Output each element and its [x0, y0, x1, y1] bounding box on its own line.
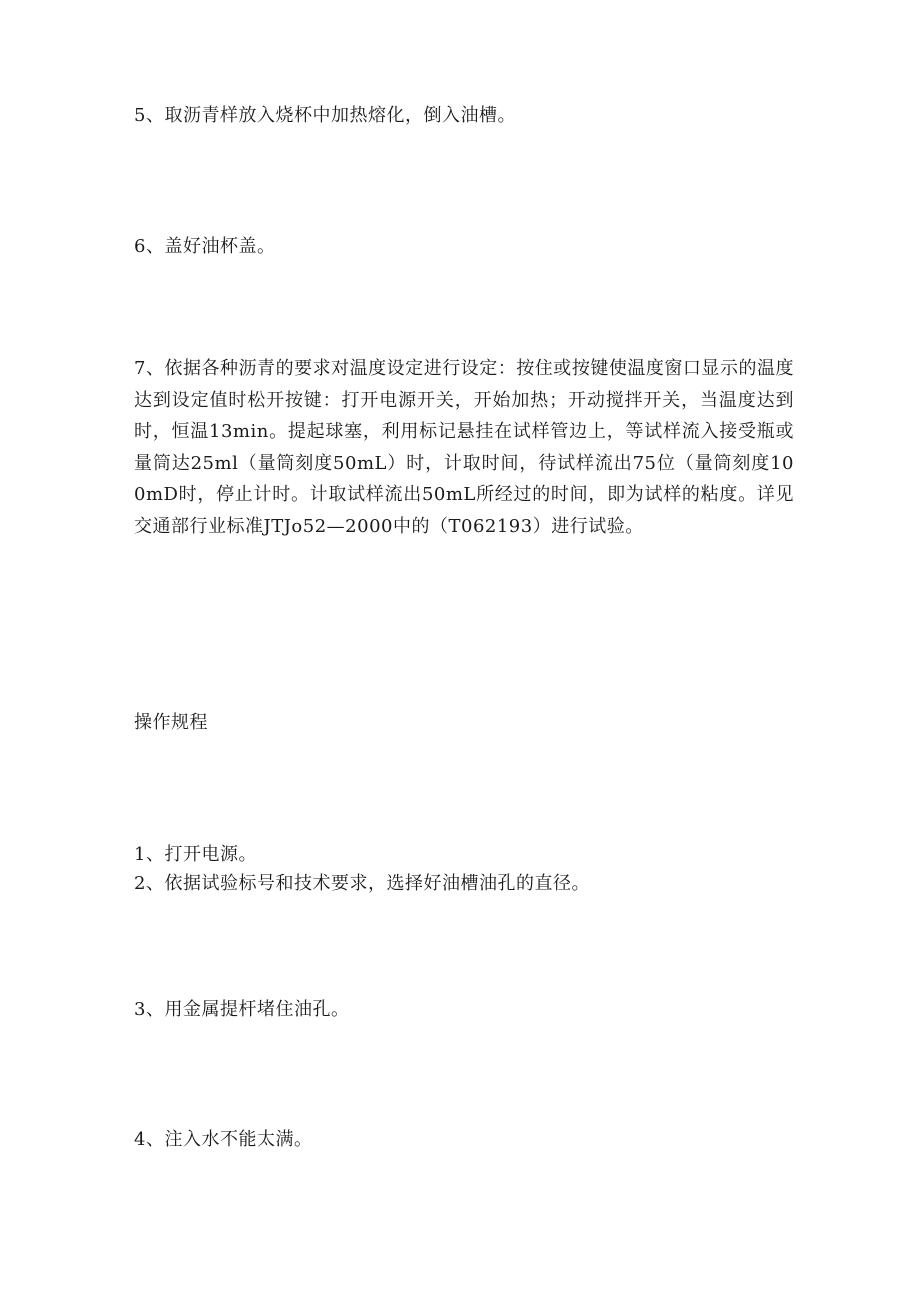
paragraph-step-7: 7、依据各种沥青的要求对温度设定进行设定：按住或按键使温度窗口显示的温度达到设定值时松开按键：打开电源开关，开始加热；开动搅拌开关，当温度达到时，恒温13min。提起球塞，利用标记悬挂在试样管边上，等试样流入接受瓶或量筒达25ml（量筒刻度50mL）时，计取时间，待试样流出75位（量筒刻度100mD时，停止计时。计取试样流出50mL所经过的时间，即为试样的粘度。详见交通部行业标准JTJo52—2000中的（T062193）进行试验。 — [134, 358, 794, 537]
procedure-step-4: 4、注入水不能太满。 — [134, 1129, 313, 1150]
section-heading: 操作规程 — [134, 712, 208, 733]
procedure-step-2: 2、依据试验标号和技术要求，选择好油槽油孔的直径。 — [134, 873, 590, 894]
paragraph-step-6: 6、盖好油杯盖。 — [134, 236, 276, 257]
paragraph-step-5: 5、取沥青样放入烧杯中加热熔化，倒入油槽。 — [134, 105, 516, 126]
procedure-step-3: 3、用金属提杆堵住油孔。 — [134, 999, 350, 1020]
procedure-step-1: 1、打开电源。 — [134, 844, 257, 865]
